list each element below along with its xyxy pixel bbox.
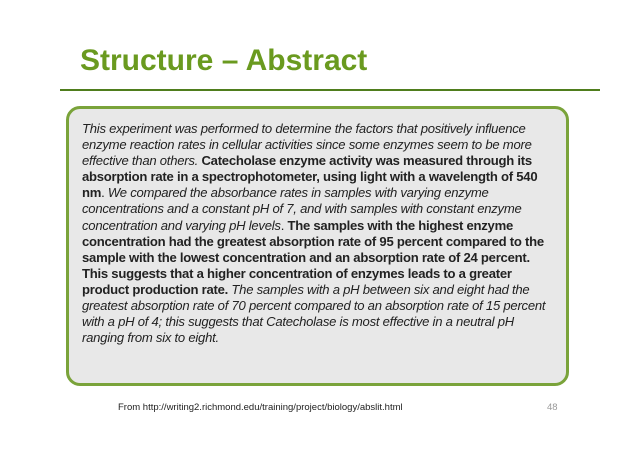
slide-title: Structure – Abstract — [80, 44, 368, 77]
abstract-text-box — [66, 106, 569, 386]
abstract-segment-1: This experiment was performed to determine the factors that positively influence enzyme reaction rates in cellular activities since some enzymes seem to be more effective than others. — [82, 121, 532, 169]
abstract-segment-2: Catecholase enzyme activity was measured through its absorption rate in a spectrophotometer, using light with a wavelength of 540 nm — [82, 153, 538, 201]
abstract-segment-5: . — [280, 217, 288, 233]
abstract-segment-6: The samples with the highest enzyme concentration had the greatest absorption rate of 95 percent compared to the sample with the lowest concentration and an absorption rate of 24 percent. This suggests that a higher concentration of enzymes leads to a greater product production rate. — [82, 217, 544, 297]
page-number: 48 — [547, 402, 558, 413]
abstract-segment-3: . — [101, 185, 108, 201]
abstract-segment-4: We compared the absorbance rates in samples with varying enzyme concentrations and a constant pH of 7, and with samples with constant enzyme concentration and varying pH levels — [82, 185, 522, 233]
source-citation: From http://writing2.richmond.edu/training/project/biology/abslit.html — [118, 402, 403, 413]
abstract-segment-7: The samples with a pH between six and eight had the greatest absorption rate of 70 percent compared to an absorption rate of 15 percent with a pH of 4; this suggests that Catecholase is most effective in a neutral pH ranging from six to eight. — [82, 281, 546, 346]
title-divider — [60, 89, 600, 91]
